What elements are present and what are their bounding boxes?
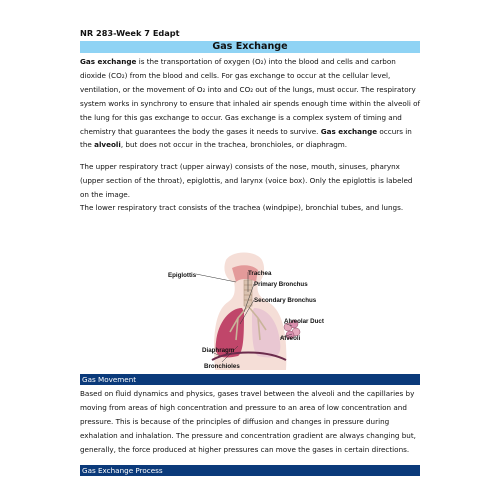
term-gas-exchange: Gas exchange [80, 57, 137, 66]
label-diaphragm: Diaphragm [202, 347, 235, 354]
label-epiglottis: Epiglottis [168, 272, 197, 279]
section-header-gas-exchange-process: Gas Exchange Process [80, 465, 420, 476]
section-banner: Gas Exchange [80, 41, 420, 53]
paragraph-gas-exchange-definition [80, 55, 422, 152]
label-alveoli: Alveoli [280, 335, 301, 342]
section-header-gas-movement: Gas Movement [80, 374, 420, 385]
paragraph-text: , but does not occur in the trachea, bronchioles, or diaphragm. [120, 140, 348, 150]
paragraph-upper-tract: The upper respiratory tract (upper airway) consists of the nose, mouth, sinuses, pharynx (upper section of the throat), epiglottis, and larynx (voice box). Only the epiglottis is labeled on the image. [80, 162, 413, 199]
term-gas-exchange-2: Gas exchange [320, 126, 378, 136]
paragraph-text: is the transportation of oxygen (O₂) into the blood and cells and carbon dioxide (CO₂) from the blood and cells. For gas exchange to occur at the cellular level, ventilation, or the movement of O₂ into and CO₂ out of the lungs, must occur. The respiratory system works in synchrony to ensure that inhaled air spends enough time within the alveoli of the lung for this gas exchange to occur. Gas exchange is a complex system of timing and chemistry that guarantees the body the gases it needs to survive. [80, 57, 421, 136]
label-primary-bronchus: Primary Bronchus [254, 281, 308, 288]
paragraph-text: occurs in the [80, 126, 412, 150]
term-alveoli: alveoli [94, 140, 121, 150]
paragraph-lower-tract: The lower respiratory tract consists of the trachea (windpipe), bronchial tubes, and lungs. [80, 203, 404, 212]
respiratory-system-figure [160, 252, 340, 372]
paragraph-gas-movement: Based on fluid dynamics and physics, gases travel between the alveoli and the capillaries by moving from areas of high concentration and pressure to an area of low concentration and pressure. This is because of the principles of diffusion and changes in pressure during exhalation and inhalation. The pressure and concentration gradient are always changing but, generally, the force produced at higher pressures can move the gases in certain directions. [80, 389, 416, 454]
label-alveolar-duct: Alveolar Duct [284, 318, 324, 325]
label-bronchioles: Bronchioles [204, 363, 240, 370]
document-title: NR 283-Week 7 Edapt [80, 28, 180, 38]
label-trachea: Trachea [248, 270, 272, 277]
label-secondary-bronchus: Secondary Bronchus [254, 297, 317, 304]
